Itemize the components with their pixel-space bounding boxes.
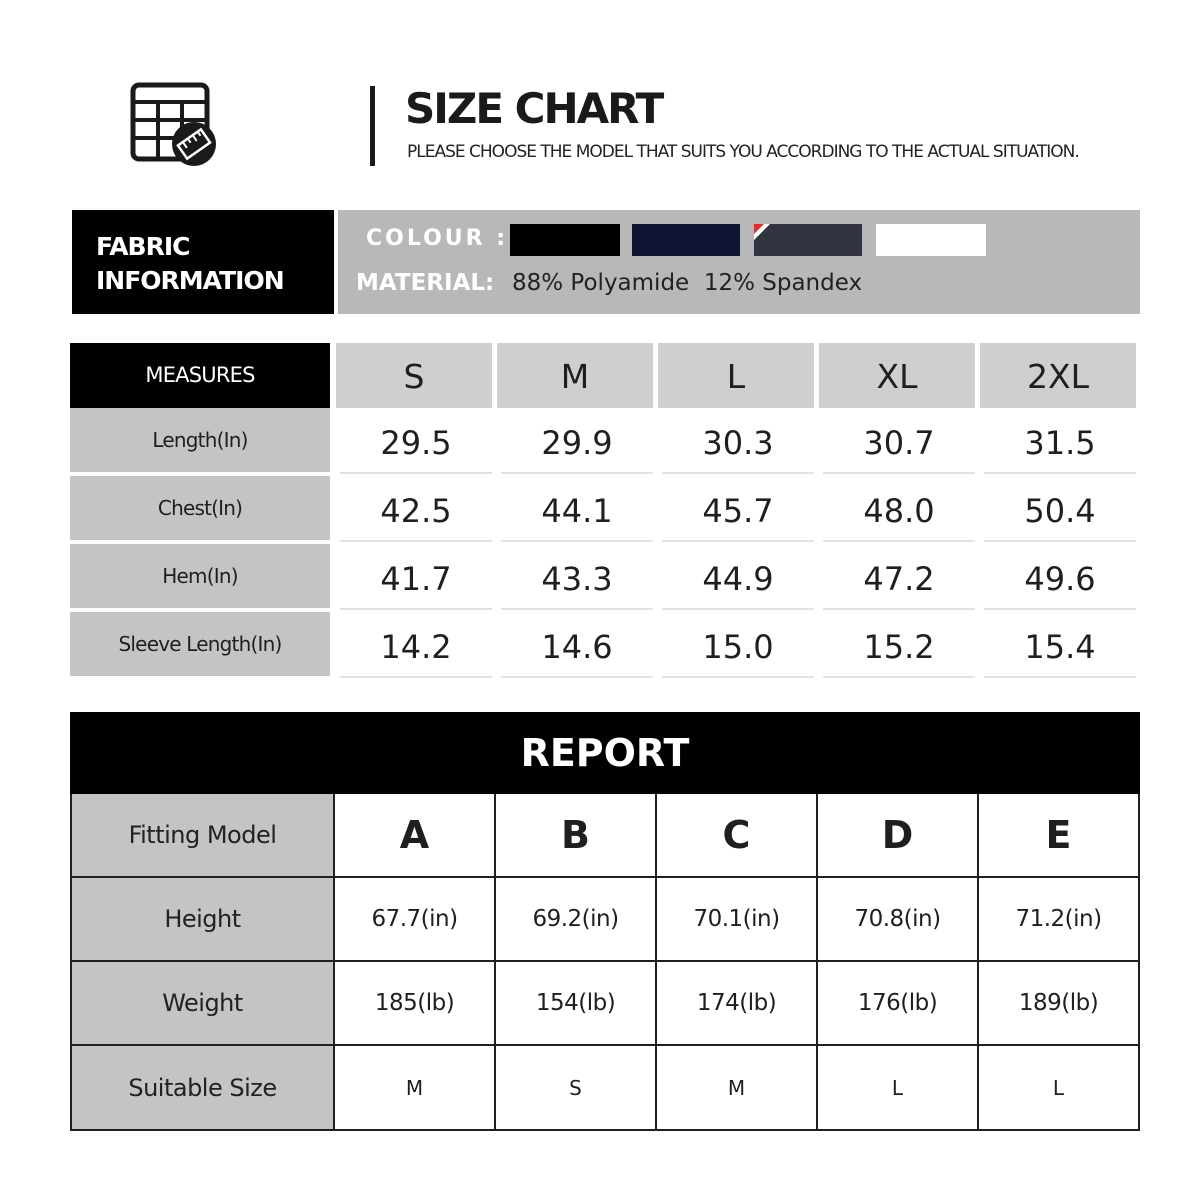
size-chart-header [130,82,1130,172]
size-header: 2XL [980,343,1136,408]
size-header: XL [819,343,975,408]
measure-value: 30.3 [662,408,814,474]
fitting-model-cell: C [655,794,816,876]
measure-value: 29.5 [340,408,492,474]
measures-row-length [70,408,1140,476]
suitable-size-cell: S [494,1046,655,1129]
report-label: Weight [72,962,333,1044]
report-row-fitting-model [72,794,1138,876]
size-header: S [336,343,492,408]
height-cell: 67.7(in) [333,878,494,960]
measure-label: Chest(In) [70,476,330,540]
size-header: L [658,343,814,408]
report-row-weight [72,960,1138,1044]
report-label: Height [72,878,333,960]
measure-value: 47.2 [823,544,975,610]
colour-label: COLOUR : [366,226,509,251]
suitable-size-cell: M [655,1046,816,1129]
measure-value: 14.2 [340,612,492,678]
weight-cell: 176(lb) [816,962,977,1044]
measures-row-hem [70,544,1140,612]
fitting-model-cell: A [333,794,494,876]
fabric-details [334,210,1140,314]
measure-value: 43.3 [501,544,653,610]
report-label: Suitable Size [72,1046,333,1129]
height-cell: 70.1(in) [655,878,816,960]
colour-swatch-navy[interactable] [632,224,740,256]
measure-value: 44.9 [662,544,814,610]
measure-value: 44.1 [501,476,653,542]
measure-value: 31.5 [984,408,1136,474]
suitable-size-cell: M [333,1046,494,1129]
table-ruler-icon [130,82,220,168]
colour-swatch-black[interactable] [510,224,620,256]
measure-value: 45.7 [662,476,814,542]
fabric-information [72,210,1140,314]
report-row-suitable-size [72,1044,1138,1129]
weight-cell: 174(lb) [655,962,816,1044]
measure-label: Sleeve Length(In) [70,612,330,676]
measures-row-chest [70,476,1140,544]
measure-value: 41.7 [340,544,492,610]
material-value: 88% Polyamide 12% Spandex [512,270,863,296]
measure-value: 49.6 [984,544,1136,610]
measures-header-row [70,343,1140,408]
measure-value: 15.4 [984,612,1136,678]
height-cell: 69.2(in) [494,878,655,960]
fabric-label-line2: INFORMATION [96,266,284,295]
report-grid [70,794,1140,1131]
suitable-size-cell: L [977,1046,1138,1129]
measure-label: Length(In) [70,408,330,472]
suitable-size-cell: L [816,1046,977,1129]
fitting-model-cell: B [494,794,655,876]
size-header: M [497,343,653,408]
measures-header-label: MEASURES [70,343,330,408]
report-title: REPORT [70,712,1140,794]
height-cell: 70.8(in) [816,878,977,960]
measures-table [70,343,1140,680]
measure-value: 15.0 [662,612,814,678]
report-row-height [72,876,1138,960]
measure-value: 50.4 [984,476,1136,542]
fitting-model-cell: D [816,794,977,876]
fabric-label-line1: FABRIC [96,232,190,261]
colour-swatch-white[interactable] [876,224,986,256]
fabric-information-label [72,210,334,314]
report-label: Fitting Model [72,794,333,876]
weight-cell: 154(lb) [494,962,655,1044]
page-title: SIZE CHART [405,84,663,133]
height-cell: 71.2(in) [977,878,1138,960]
measure-value: 30.7 [823,408,975,474]
measure-value: 29.9 [501,408,653,474]
measure-label: Hem(In) [70,544,330,608]
weight-cell: 189(lb) [977,962,1138,1044]
colour-swatch-dark-grey[interactable] [754,224,862,256]
header-divider [370,86,375,166]
fitting-model-cell: E [977,794,1138,876]
measure-value: 42.5 [340,476,492,542]
measure-value: 14.6 [501,612,653,678]
selected-flag-icon [754,224,770,240]
page-subtitle: PLEASE CHOOSE THE MODEL THAT SUITS YOU ACCORDING TO THE ACTUAL SITUATION. [407,142,1079,162]
report-table [70,712,1140,1131]
measure-value: 15.2 [823,612,975,678]
measures-row-sleeve-length [70,612,1140,680]
measure-value: 48.0 [823,476,975,542]
material-label: MATERIAL: [356,270,495,296]
weight-cell: 185(lb) [333,962,494,1044]
